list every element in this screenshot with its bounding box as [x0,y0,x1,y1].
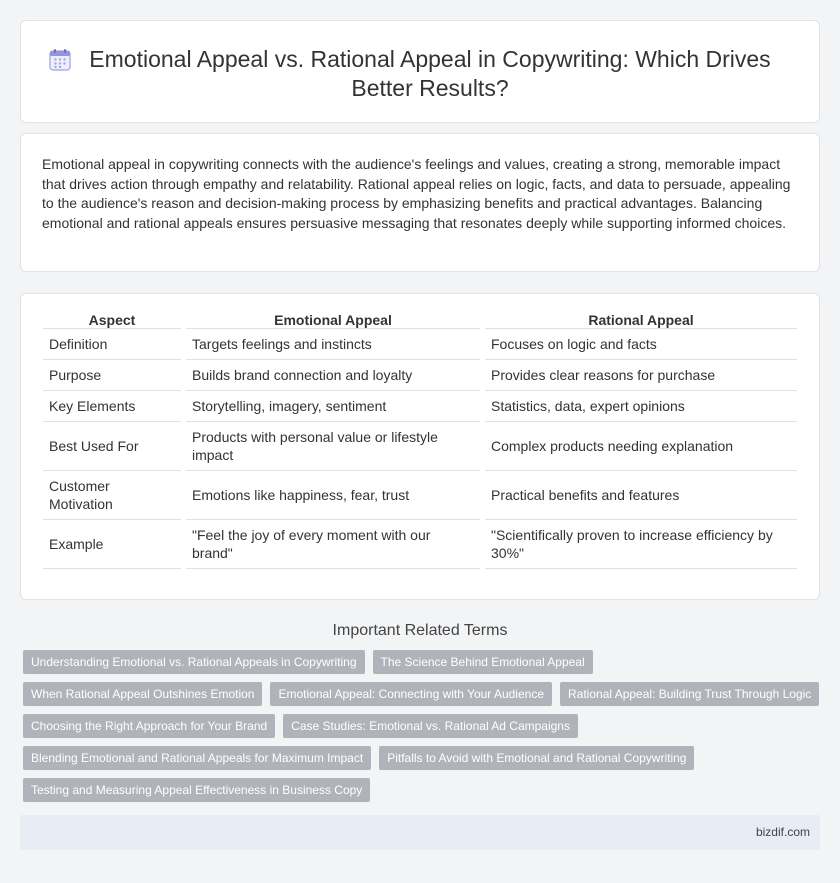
cell-emotional: "Feel the joy of every moment with our brand" [186,520,480,569]
table-row [43,471,797,520]
intro-card [20,133,820,272]
footer-site-link[interactable]: bizdif.com [755,825,810,839]
related-term-tag[interactable]: Choosing the Right Approach for Your Brand [23,714,275,738]
cell-aspect: Purpose [43,360,181,391]
related-term-tag[interactable]: Pitfalls to Avoid with Emotional and Rational Copywriting [379,746,694,770]
intro-paragraph: Emotional appeal in copywriting connects with the audience's feelings and values, creating a strong, memorable impact that drives action through empathy and relatability. Rational appeal relies on logic, facts, and data to persuade, appealing to the audience's reason and decision-making process by emphasizing benefits and practical advantages. Balancing emotional and rational appeals ensures persuasive messaging that resonates deeply while supporting informed choices. [42,156,791,231]
table-row [43,360,797,391]
cell-aspect: Best Used For [43,422,181,471]
header-rational: Rational Appeal [485,308,797,329]
cell-emotional: Builds brand connection and loyalty [186,360,480,391]
cell-rational: "Scientifically proven to increase efficiency by 30%" [485,520,797,569]
cell-rational: Complex products needing explanation [485,422,797,471]
header-emotional: Emotional Appeal [186,308,480,329]
footer [20,815,820,850]
page-title: Emotional Appeal vs. Rational Appeal in Copywriting: Which Drives Better Results? [89,46,771,101]
related-term-tag[interactable]: Understanding Emotional vs. Rational Appeals in Copywriting [23,650,365,674]
cell-aspect: Key Elements [43,391,181,422]
cell-emotional: Targets feelings and instincts [186,329,480,360]
related-terms-list [20,650,820,802]
related-term-tag[interactable]: The Science Behind Emotional Appeal [373,650,593,674]
cell-rational: Focuses on logic and facts [485,329,797,360]
related-term-tag[interactable]: Rational Appeal: Building Trust Through Logic [560,682,819,706]
cell-rational: Practical benefits and features [485,471,797,520]
related-term-tag[interactable]: Case Studies: Emotional vs. Rational Ad Campaigns [283,714,578,738]
cell-rational: Provides clear reasons for purchase [485,360,797,391]
cell-rational: Statistics, data, expert opinions [485,391,797,422]
header-aspect: Aspect [43,308,181,329]
table-row [43,520,797,569]
comparison-table [38,308,802,569]
related-term-tag[interactable]: When Rational Appeal Outshines Emotion [23,682,262,706]
cell-aspect: Example [43,520,181,569]
cell-emotional: Storytelling, imagery, sentiment [186,391,480,422]
cell-aspect: Customer Motivation [43,471,181,520]
cell-aspect: Definition [43,329,181,360]
related-terms-title: Important Related Terms [332,622,508,639]
header-card [20,20,820,123]
comparison-card [20,293,820,600]
cell-emotional: Products with personal value or lifestyle impact [186,422,480,471]
table-row [43,391,797,422]
table-row [43,422,797,471]
related-term-tag[interactable]: Blending Emotional and Rational Appeals for Maximum Impact [23,746,371,770]
table-row [43,329,797,360]
related-term-tag[interactable]: Emotional Appeal: Connecting with Your Audience [270,682,552,706]
calendar-icon [47,47,73,73]
cell-emotional: Emotions like happiness, fear, trust [186,471,480,520]
related-term-tag[interactable]: Testing and Measuring Appeal Effectiveness in Business Copy [23,778,370,802]
